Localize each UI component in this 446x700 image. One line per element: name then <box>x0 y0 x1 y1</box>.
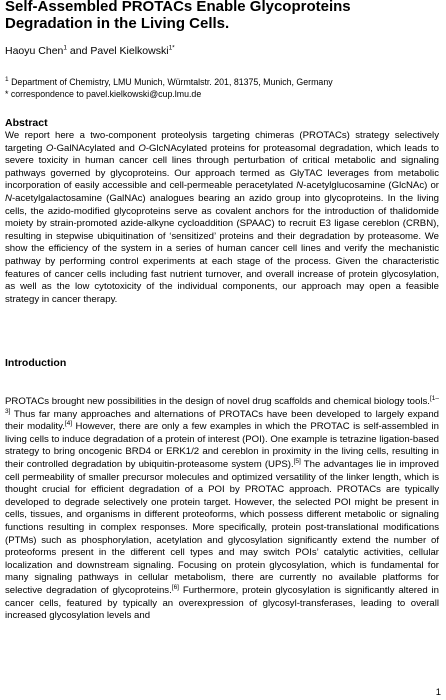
abstract-heading: Abstract <box>5 117 48 129</box>
affiliation-marker: 1 <box>5 76 9 84</box>
introduction-heading: Introduction <box>5 357 67 369</box>
author-connector: and <box>67 45 91 57</box>
affiliation-line <box>5 77 439 89</box>
text-run: However, there are only a few examples in which the PROTAC is self-assembled in living cells to induce degradation of a protein of interest (POI). One example is tetrazine ligation-based strategy to bring oncogenic BRD4 or ERK1/2 and cereblon in proximity in the living cells, resulting in their controlled degradation by ubiquitin-proteasome system (UPS). <box>5 421 439 470</box>
citation-ref: [6] <box>171 583 179 591</box>
text-run: The advantages lie in improved cell permeability of smaller precursor molecules and optimized versatility of the linker length, which is thought crucial for efficient degradation of a POI by PROTAC approach. PROTACs are typically developed to degrade selectively one protein target. However, the selected POI might be present in cells, tissues, and organisms in different proteoforms, which possess different metabolic or signaling functions resulting in complex responses. More specifically, protein post-translational modifications (PTMs) such as phosphorylation, acetylation and glycosylation significantly extend the number of proteoforms present in the different cell types and may switch POIs’ catalytic activities, cellular localization and downstream signaling. Focusing on protein glycosylation, which is fundamental for many signaling pathways in cellular metabolism, there are currently no available platforms for selective degradation of glycoproteins. <box>5 458 439 596</box>
abstract-paragraph <box>5 130 439 306</box>
citation-ref: [5] <box>293 457 301 465</box>
italic-run: N <box>296 180 304 192</box>
author-name: Haoyu Chen <box>5 45 64 57</box>
text-run: Thus far many approaches and alternations of PROTACs have been developed to largely expand their modality. <box>5 408 439 433</box>
citation-ref: [1–3] <box>5 394 439 415</box>
affiliation-text: Department of Chemistry, LMU Munich, Würmtalstr. 201, 81375, Munich, Germany <box>11 77 333 87</box>
text-run: -GlcNAcylated proteins for proteasomal degradation, which leads to severe toxicity in human cancer cell lines through perturbation of critical metabolic and signaling pathways governed by glycoproteins. Our approach termed as GlyTAC leverages from metabolic incorporation of easily accessible and cell-permeable peracetylated <box>5 142 439 192</box>
correspondence-line: * correspondence to pavel.kielkowski@cup.lmu.de <box>5 88 202 99</box>
text-run: -acetylglucosamine (GlcNAc) or <box>303 180 439 192</box>
page-number: 1 <box>435 687 441 698</box>
paper-title: Self-Assembled PROTACs Enable Glycoproteins Degradation in the Living Cells. <box>5 0 351 32</box>
text-run: -acetylgalactosamine (GalNAc) analogues bearing an azido group into glycoproteins. In the living cells, the azido-modified glycoproteins serve as covalent anchors for the introduction of thalidomide moiety by strain-promoted azide-alkyne cycloaddition (SPAAC) to recruit E3 ligase cereblon (CRBN), resulting in stepwise ubiquitination of ‘sensitized’ proteins and their degradation by proteasome. We show the efficiency of the system in a series of human cancer cell lines and verify the mechanistic pathway by performing control experiments at each stage of the process. Given the characteristic features of cancer cells including fast nutrient turnover, and overall increase of protein glycosylation, as well as the low cytotoxicity of the individual components, our approach may open a feasible strategy in cancer therapy. <box>5 192 439 305</box>
text-run: Furthermore, protein glycosylation is significantly altered in cancer cells, featured by typically an overexpression of glycosyl-transferases, leading to overall increased glycosylation levels and <box>5 584 439 622</box>
affiliation-marker: 1 <box>63 44 67 52</box>
italic-run: N <box>5 192 12 204</box>
citation-ref: [4] <box>64 420 73 427</box>
author-name: Pavel Kielkowski <box>90 45 169 57</box>
text-run: -GalNAcylated and <box>53 142 139 154</box>
text-run: PROTACs brought new possibilities in the design of novel drug scaffolds and chemical biology tools. <box>5 396 430 407</box>
text-run: We report here a two-component proteolysis targeting chimeras (PROTACs) strategy selectively targeting <box>5 130 439 154</box>
affiliation-marker: 1* <box>168 44 175 52</box>
italic-run: O <box>45 142 54 154</box>
introduction-paragraph <box>5 396 439 623</box>
affiliation-block <box>5 77 439 100</box>
italic-run: O <box>138 142 146 154</box>
author-line <box>5 45 175 58</box>
